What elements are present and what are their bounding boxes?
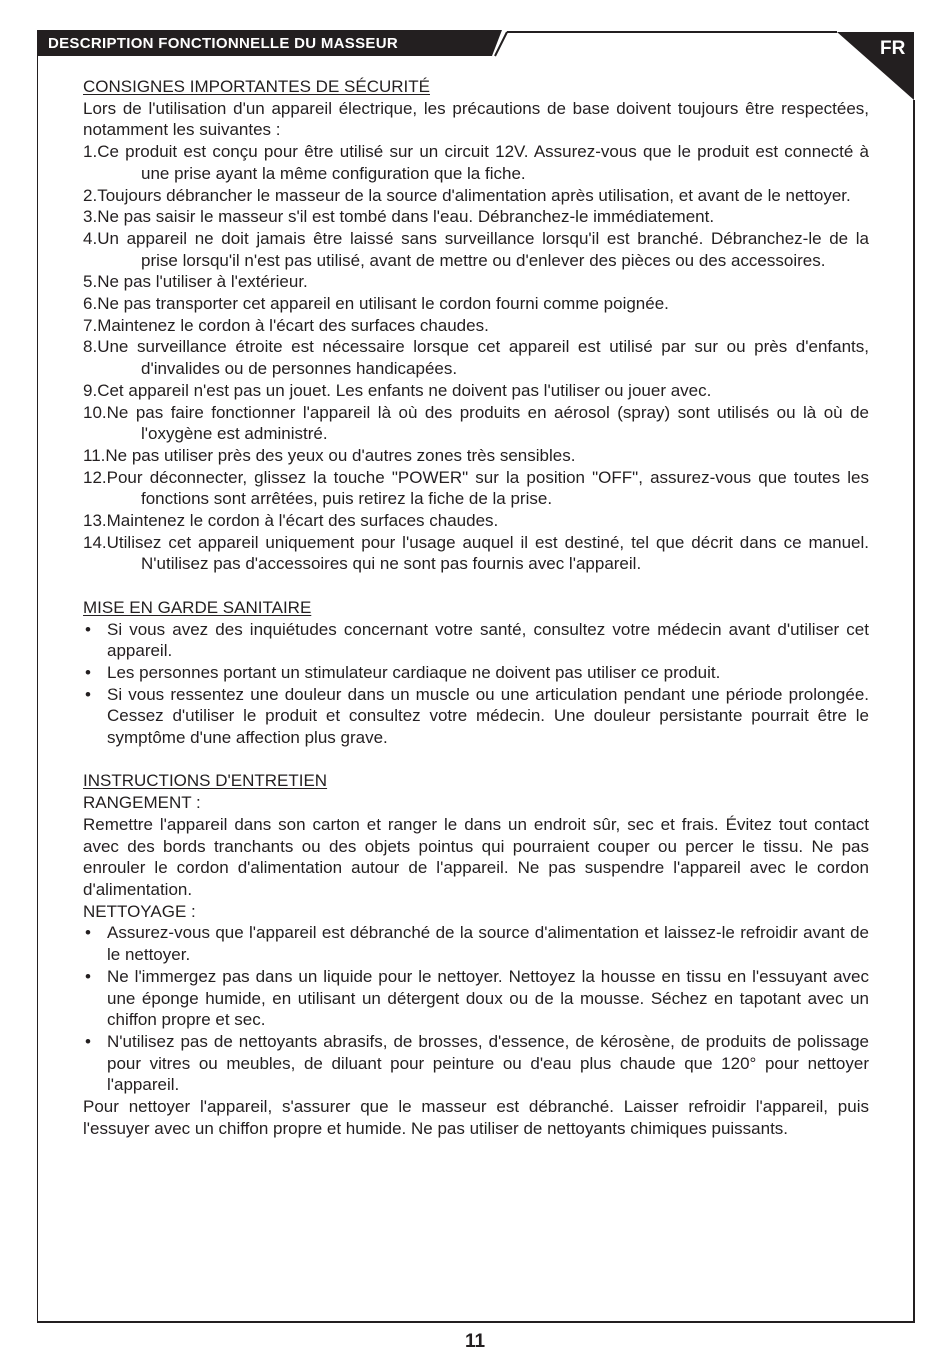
item-text: Ce produit est conçu pour être utilisé sur un circuit 12V. Assurez-vous que le produit est connecté à une prise ayant la même configuration que la fiche. [97, 142, 869, 183]
item-text: Ne pas faire fonctionner l'appareil là où des produits en aérosol (spray) sont utilisés ou là où de l'oxygène est administré. [106, 402, 869, 444]
item-number: 3. [83, 207, 98, 227]
item-number: 12. [83, 467, 107, 487]
health-heading: MISE EN GARDE SANITAIRE [83, 597, 312, 617]
health-list [83, 619, 869, 749]
safety-item [83, 228, 869, 271]
item-number: 13. [83, 511, 107, 531]
cleaning-list [83, 922, 869, 1096]
item-number: 2. [83, 185, 98, 205]
safety-item [83, 380, 869, 402]
item-text: Utilisez cet appareil uniquement pour l'usage auquel il est destiné, tel que décrit dans ce manuel. N'utilisez pas d'accessoires qui ne sont pas fournis avec l'appareil. [106, 532, 869, 574]
safety-item [83, 185, 869, 207]
storage-text: Remettre l'appareil dans son carton et ranger le dans un endroit sûr, sec et frais. Évitez tout contact avec des bords tranchants ou des objets pointus qui pourraient couper ou percer le tissu. Ne pas enrouler le cordon d'alimentation autour de l'appareil. Ne pas suspendre l'appareil avec le cordon d'alimentation. [83, 814, 869, 899]
page-number: 11 [464, 1331, 486, 1352]
item-text: Si vous avez des inquiétudes concernant votre santé, consultez votre médecin avant d'utiliser cet appareil. [107, 619, 869, 661]
item-text: Une surveillance étroite est nécessaire lorsque cet appareil est utilisé par sur ou près d'enfants, d'invalides ou de personnes handicapées. [97, 337, 869, 379]
bullet-icon: • [85, 923, 91, 943]
final-text: Pour nettoyer l'appareil, s'assurer que le masseur est débranché. Laisser refroidir l'appareil, puis l'essuyer avec un chiffon propre et humide. Ne pas utiliser de nettoyants chimiques puissants. [83, 1097, 869, 1138]
safety-item [83, 141, 869, 184]
item-text: N'utilisez pas de nettoyants abrasifs, de brosses, d'essence, de kérosène, de produits de polissage pour vitres ou meubles, de diluant pour peinture ou d'eau plus chaude que 120° pour nettoyer l'appareil. [107, 1031, 869, 1095]
item-text: Cet appareil n'est pas un jouet. Les enfants ne doivent pas l'utiliser ou jouer avec. [97, 380, 712, 400]
item-number: 9. [83, 380, 98, 400]
item-number: 10. [83, 402, 107, 422]
item-text: Toujours débrancher le masseur de la source d'alimentation après utilisation, et avant de le nettoyer. [97, 185, 851, 205]
item-number: 6. [83, 294, 98, 314]
item-text: Pour déconnecter, glissez la touche "POWER" sur la position "OFF", assurez-vous que toutes les fonctions sont arrêtées, puis retirez la fiche de la prise. [106, 467, 869, 509]
cleaning-label: NETTOYAGE : [83, 901, 196, 921]
item-number: 5. [83, 272, 98, 292]
main-content [83, 76, 869, 1139]
health-item [83, 619, 869, 662]
section-title: DESCRIPTION FONCTIONNELLE DU MASSEUR [48, 35, 398, 52]
safety-heading: CONSIGNES IMPORTANTES DE SÉCURITÉ [83, 77, 430, 96]
item-text: Maintenez le cordon à l'écart des surfaces chaudes. [97, 315, 489, 335]
cleaning-item [83, 922, 869, 965]
item-text: Si vous ressentez une douleur dans un muscle ou une articulation pendant une période prolongée. Cessez d'utiliser le produit et consultez votre médecin. Une douleur persistante pourrait être le symptôme d'une affection plus grave. [107, 684, 869, 748]
item-text: Ne l'immergez pas dans un liquide pour le nettoyer. Nettoyez la housse en tissu en l'essuyant avec une éponge humide, en utilisant un détergent doux ou de la mousse. Séchez en tapotant avec un chiffon propre et sec. [107, 966, 869, 1030]
item-text: Un appareil ne doit jamais être laissé sans surveillance lorsqu'il est branché. Débranchez-le de la prise lorsqu'il n'est pas utilisé, avant de mettre ou d'enlever des pièces ou des accessoires. [97, 228, 869, 270]
language-badge: FR [880, 38, 906, 59]
cleaning-item [83, 966, 869, 1031]
bullet-icon: • [85, 1031, 91, 1051]
health-item [83, 684, 869, 749]
safety-item [83, 271, 869, 293]
maintenance-heading: INSTRUCTIONS D'ENTRETIEN [83, 771, 328, 791]
item-text: Les personnes portant un stimulateur cardiaque ne doivent pas utiliser ce produit. [107, 662, 721, 682]
safety-item [83, 532, 869, 575]
item-number: 1. [83, 142, 98, 162]
storage-label: RANGEMENT : [83, 793, 201, 813]
safety-item [83, 315, 869, 337]
safety-item [83, 206, 869, 228]
item-text: Ne pas utiliser près des yeux ou d'autres zones très sensibles. [105, 445, 576, 465]
bullet-icon: • [85, 966, 91, 986]
item-number: 7. [83, 315, 98, 335]
bullet-icon: • [85, 619, 91, 639]
health-item [83, 662, 869, 684]
cleaning-item [83, 1031, 869, 1096]
safety-list [83, 141, 869, 575]
item-text: Ne pas transporter cet appareil en utilisant le cordon fourni comme poignée. [97, 294, 669, 314]
item-text: Maintenez le cordon à l'écart des surfaces chaudes. [106, 511, 499, 531]
safety-item [83, 445, 869, 467]
item-number: 4. [83, 228, 98, 248]
item-number: 8. [83, 337, 98, 357]
safety-item [83, 402, 869, 445]
safety-intro: Lors de l'utilisation d'un appareil électrique, les précautions de base doivent toujours être respectées, notamment les suivantes : [83, 98, 869, 140]
safety-item [83, 510, 869, 532]
safety-item [83, 293, 869, 315]
item-number: 14. [83, 532, 107, 552]
item-number: 11. [83, 445, 106, 465]
safety-item [83, 467, 869, 510]
item-text: Ne pas saisir le masseur s'il est tombé dans l'eau. Débranchez-le immédiatement. [97, 207, 715, 227]
safety-item [83, 336, 869, 379]
item-text: Assurez-vous que l'appareil est débranché de la source d'alimentation et laissez-le refroidir avant de le nettoyer. [107, 923, 869, 965]
item-text: Ne pas l'utiliser à l'extérieur. [97, 272, 308, 292]
bullet-icon: • [85, 662, 91, 682]
bullet-icon: • [85, 684, 91, 704]
